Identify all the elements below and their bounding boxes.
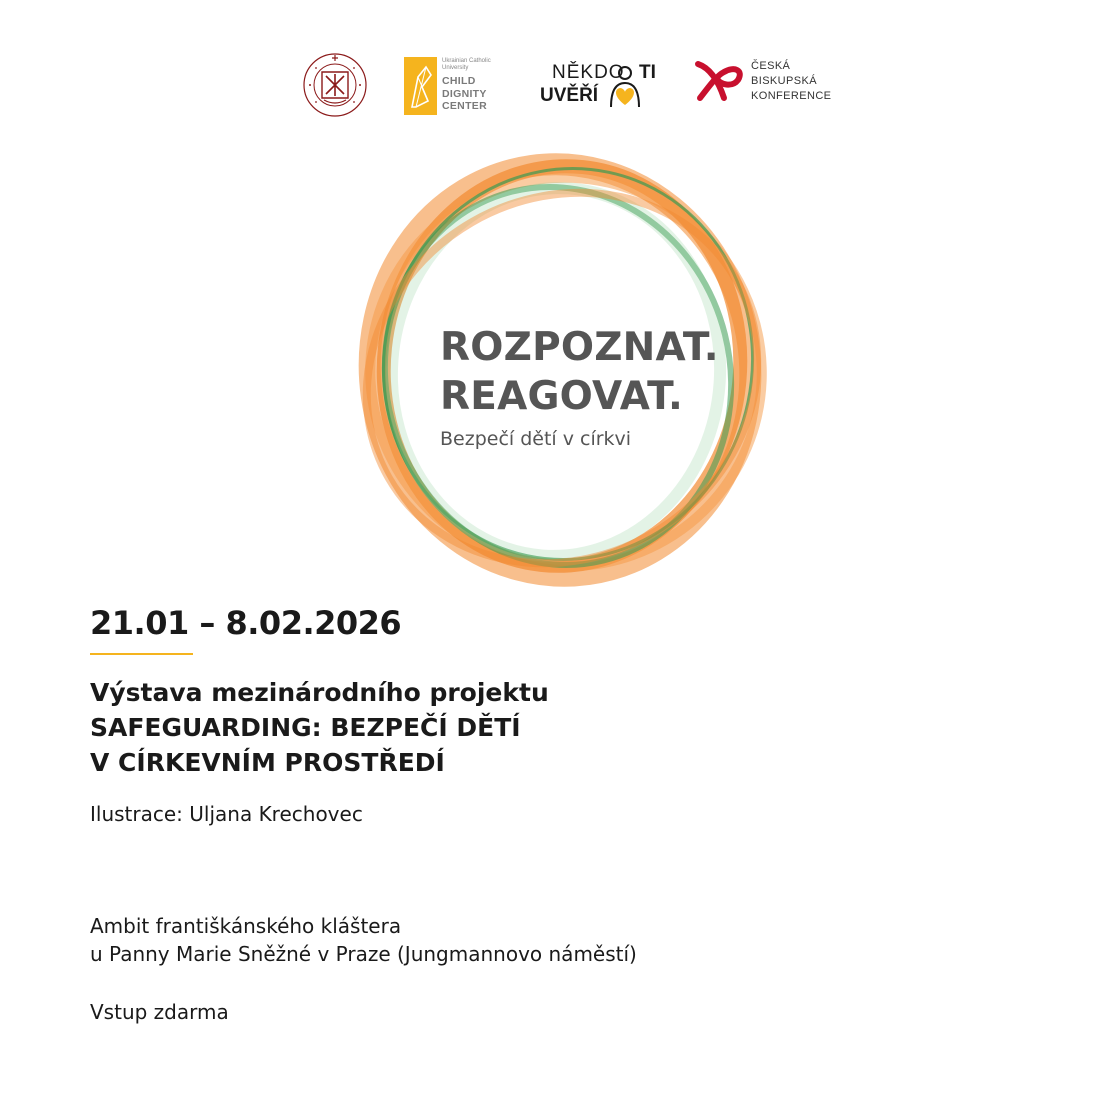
exhibition-title-line: SAFEGUARDING: BEZPEČÍ DĚTÍ <box>90 713 521 742</box>
cbk-wordmark: ČESKÁ BISKUPSKÁ KONFERENCE <box>751 60 832 102</box>
cdc-wordmark: CHILD DIGNITY CENTER <box>442 75 487 112</box>
child-dignity-center-logo <box>404 57 504 115</box>
ndt-line1b: TI <box>639 62 656 83</box>
ceska-biskupska-konference-logo <box>694 56 854 116</box>
ucu-emblem-icon <box>302 52 368 118</box>
slogan-line-react: REAGOVAT. <box>440 374 683 419</box>
event-dates: 21.01 – 8.02.2026 <box>90 604 402 642</box>
venue-line: u Panny Marie Sněžné v Praze (Jungmannovo náměstí) <box>90 942 637 966</box>
slogan-line-recognize: ROZPOZNAT. <box>440 325 719 370</box>
cdc-org-name: Ukrainian Catholic University <box>442 58 491 71</box>
partner-logos <box>0 52 1100 122</box>
ucu-logo <box>302 52 368 118</box>
exhibition-title-line: Výstava mezinárodního projektu <box>90 678 549 707</box>
venue-line: Ambit františkánského kláštera <box>90 914 402 938</box>
slogan-subtitle: Bezpečí dětí v církvi <box>440 428 632 450</box>
accent-divider <box>90 653 193 655</box>
cdc-badge-icon <box>404 57 437 115</box>
illustration-credit: Ilustrace: Uljana Krechovec <box>90 802 363 826</box>
hero-slogan <box>440 323 719 451</box>
heart-person-icon <box>608 65 644 109</box>
nekdo-ti-uveri-logo <box>540 60 660 112</box>
ndt-line2: UVĚŘÍ <box>540 85 599 106</box>
exhibition-title-line: V CÍRKEVNÍM PROSTŘEDÍ <box>90 748 445 777</box>
exhibition-title <box>90 675 549 780</box>
venue-address <box>90 912 637 968</box>
ndt-line1a: NĚKDO <box>552 62 625 83</box>
admission-info: Vstup zdarma <box>90 1000 229 1024</box>
chi-rho-icon <box>694 58 746 104</box>
